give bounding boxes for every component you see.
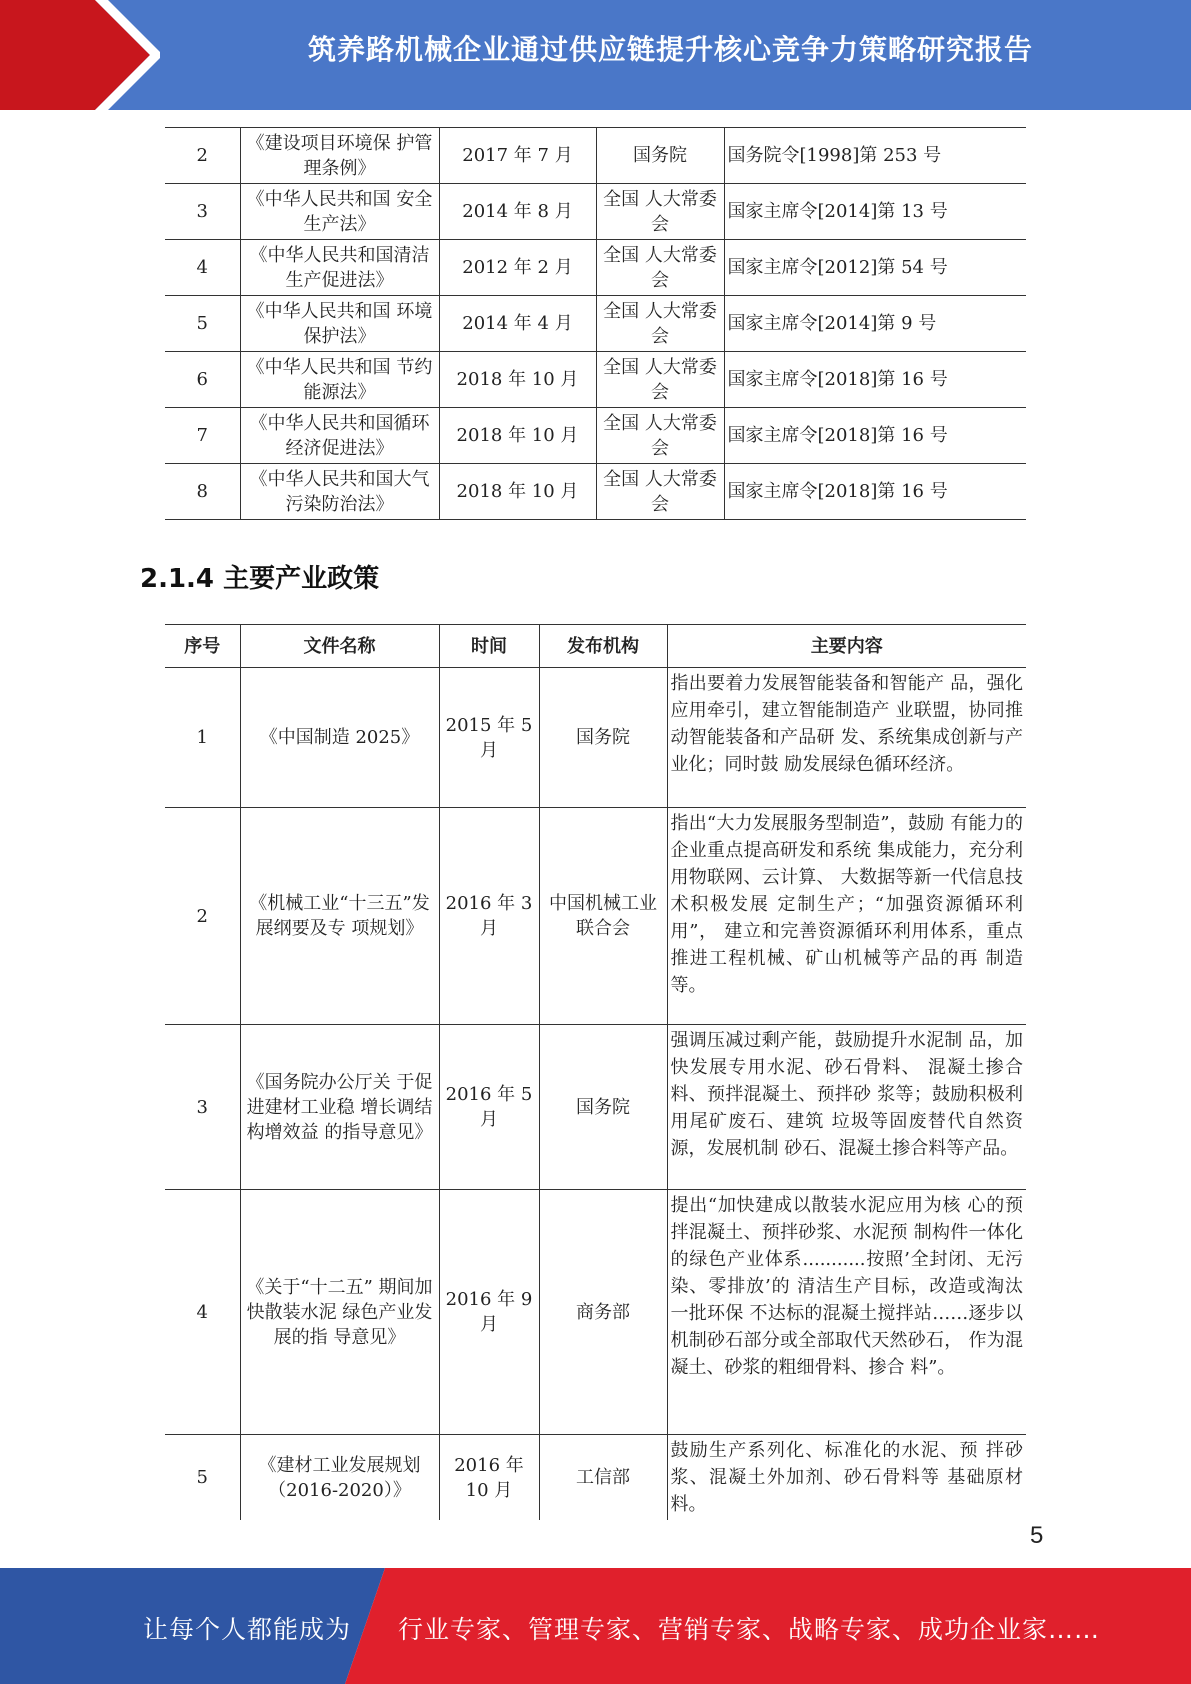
issuer: 全国 人大常委会	[596, 184, 724, 240]
law-name: 《中华人民共和国 节约能源法》	[240, 352, 439, 408]
row-number: 8	[165, 464, 240, 520]
table-row	[165, 408, 1026, 464]
row-number: 4	[165, 1190, 240, 1435]
report-title: 筑养路机械企业通过供应链提升核心竞争力策略研究报告	[307, 33, 1033, 66]
main-content: 提出“加快建成以散装水泥应用为核 心的预拌混凝土、预拌砂浆、水泥预 制构件一体化的绿色产业体系...........按照’全封闭、无污染、零排放’的 清洁生产目标，改造或淘汰一批环保 不达标的混凝土搅拌站……逐步以 机制砂石部分或全部取代天然砂石， 作为混凝土、砂浆的粗细骨料、掺合 料”。	[667, 1190, 1026, 1435]
row-number: 1	[165, 668, 240, 808]
publish-date: 2016 年 9 月	[439, 1190, 539, 1435]
issuer: 工信部	[539, 1435, 667, 1521]
row-number: 3	[165, 1025, 240, 1190]
table-row	[165, 352, 1026, 408]
table-row	[165, 808, 1026, 1025]
row-number: 3	[165, 184, 240, 240]
main-content: 指出要着力发展智能装备和智能产 品，强化应用牵引，建立智能制造产 业联盟，协同推动智能装备和产品研 发、系统集成创新与产业化；同时鼓 励发展绿色循环经济。	[667, 668, 1026, 808]
decree-number: 国家主席令[2012]第 54 号	[724, 240, 1026, 296]
effective-date: 2018 年 10 月	[439, 352, 596, 408]
regulations-table	[165, 127, 1026, 520]
column-header-issuer: 发布机构	[539, 625, 667, 668]
document-name: 《国务院办公厅关 于促进建材工业稳 增长调结构增效益 的指导意见》	[240, 1025, 439, 1190]
table-row	[165, 1435, 1026, 1521]
law-name: 《中华人民共和国循环经济促进法》	[240, 408, 439, 464]
table-row	[165, 1190, 1026, 1435]
issuer: 全国 人大常委会	[596, 240, 724, 296]
header-arrow-decoration	[0, 0, 160, 110]
table-row	[165, 296, 1026, 352]
table-row	[165, 464, 1026, 520]
row-number: 2	[165, 808, 240, 1025]
issuer: 国务院	[539, 668, 667, 808]
row-number: 2	[165, 128, 240, 184]
decree-number: 国家主席令[2014]第 9 号	[724, 296, 1026, 352]
table-row	[165, 128, 1026, 184]
decree-number: 国家主席令[2018]第 16 号	[724, 352, 1026, 408]
effective-date: 2017 年 7 月	[439, 128, 596, 184]
effective-date: 2014 年 4 月	[439, 296, 596, 352]
effective-date: 2012 年 2 月	[439, 240, 596, 296]
law-name: 《建设项目环境保 护管理条例》	[240, 128, 439, 184]
document-name: 《中国制造 2025》	[240, 668, 439, 808]
issuer: 全国 人大常委会	[596, 408, 724, 464]
row-number: 7	[165, 408, 240, 464]
issuer: 国务院	[539, 1025, 667, 1190]
issuer: 全国 人大常委会	[596, 296, 724, 352]
row-number: 5	[165, 1435, 240, 1521]
document-name: 《机械工业“十三五”发展纲要及专 项规划》	[240, 808, 439, 1025]
issuer: 商务部	[539, 1190, 667, 1435]
section-heading: 2.1.4 主要产业政策	[140, 564, 380, 594]
column-header-name: 文件名称	[240, 625, 439, 668]
page-header	[0, 0, 1191, 110]
issuer: 全国 人大常委会	[596, 464, 724, 520]
footer-slogan-left: 让每个人都能成为	[143, 1615, 352, 1644]
table-row	[165, 668, 1026, 808]
publish-date: 2016 年 5 月	[439, 1025, 539, 1190]
main-content: 强调压减过剩产能，鼓励提升水泥制 品，加快发展专用水泥、砂石骨料、 混凝土掺合料、预拌混凝土、预拌砂 浆等；鼓励积极利用尾矿废石、建筑 垃圾等固废替代自然资源，发展机制 砂石、混凝土掺合料等产品。	[667, 1025, 1026, 1190]
column-header-date: 时间	[439, 625, 539, 668]
page-number: 5	[1030, 1522, 1044, 1549]
issuer: 中国机械工业联合会	[539, 808, 667, 1025]
document-name: 《建材工业发展规划（2016-2020）》	[240, 1435, 439, 1521]
table-row	[165, 240, 1026, 296]
law-name: 《中华人民共和国清洁生产促进法》	[240, 240, 439, 296]
row-number: 4	[165, 240, 240, 296]
row-number: 5	[165, 296, 240, 352]
effective-date: 2018 年 10 月	[439, 408, 596, 464]
document-name: 《关于“十二五” 期间加快散装水泥 绿色产业发展的指 导意见》	[240, 1190, 439, 1435]
publish-date: 2016 年 3 月	[439, 808, 539, 1025]
publish-date: 2015 年 5 月	[439, 668, 539, 808]
table-header-row	[165, 625, 1026, 668]
decree-number: 国家主席令[2018]第 16 号	[724, 408, 1026, 464]
decree-number: 国家主席令[2014]第 13 号	[724, 184, 1026, 240]
publish-date: 2016 年 10 月	[439, 1435, 539, 1521]
effective-date: 2014 年 8 月	[439, 184, 596, 240]
policy-table	[165, 624, 1026, 1520]
decree-number: 国家主席令[2018]第 16 号	[724, 464, 1026, 520]
effective-date: 2018 年 10 月	[439, 464, 596, 520]
page-footer	[0, 1568, 1191, 1684]
law-name: 《中华人民共和国 安全生产法》	[240, 184, 439, 240]
main-content: 鼓励生产系列化、标准化的水泥、预 拌砂浆、混凝土外加剂、砂石骨料等 基础原材料。	[667, 1435, 1026, 1521]
table-row	[165, 1025, 1026, 1190]
main-content: 指出“大力发展服务型制造”，鼓励 有能力的企业重点提高研发和系统 集成能力，充分利用物联网、云计算、 大数据等新一代信息技术积极发展 定制生产；“加强资源循环利用”， 建立和完善资源循环利用体系，重点 推进工程机械、矿山机械等产品的再 制造等。	[667, 808, 1026, 1025]
column-header-content: 主要内容	[667, 625, 1026, 668]
law-name: 《中华人民共和国大气污染防治法》	[240, 464, 439, 520]
law-name: 《中华人民共和国 环境保护法》	[240, 296, 439, 352]
row-number: 6	[165, 352, 240, 408]
footer-slogan-right: 行业专家、管理专家、营销专家、战略专家、成功企业家……	[398, 1615, 1101, 1644]
table-row	[165, 184, 1026, 240]
issuer: 国务院	[596, 128, 724, 184]
decree-number: 国务院令[1998]第 253 号	[724, 128, 1026, 184]
issuer: 全国 人大常委会	[596, 352, 724, 408]
column-header-no: 序号	[165, 625, 240, 668]
